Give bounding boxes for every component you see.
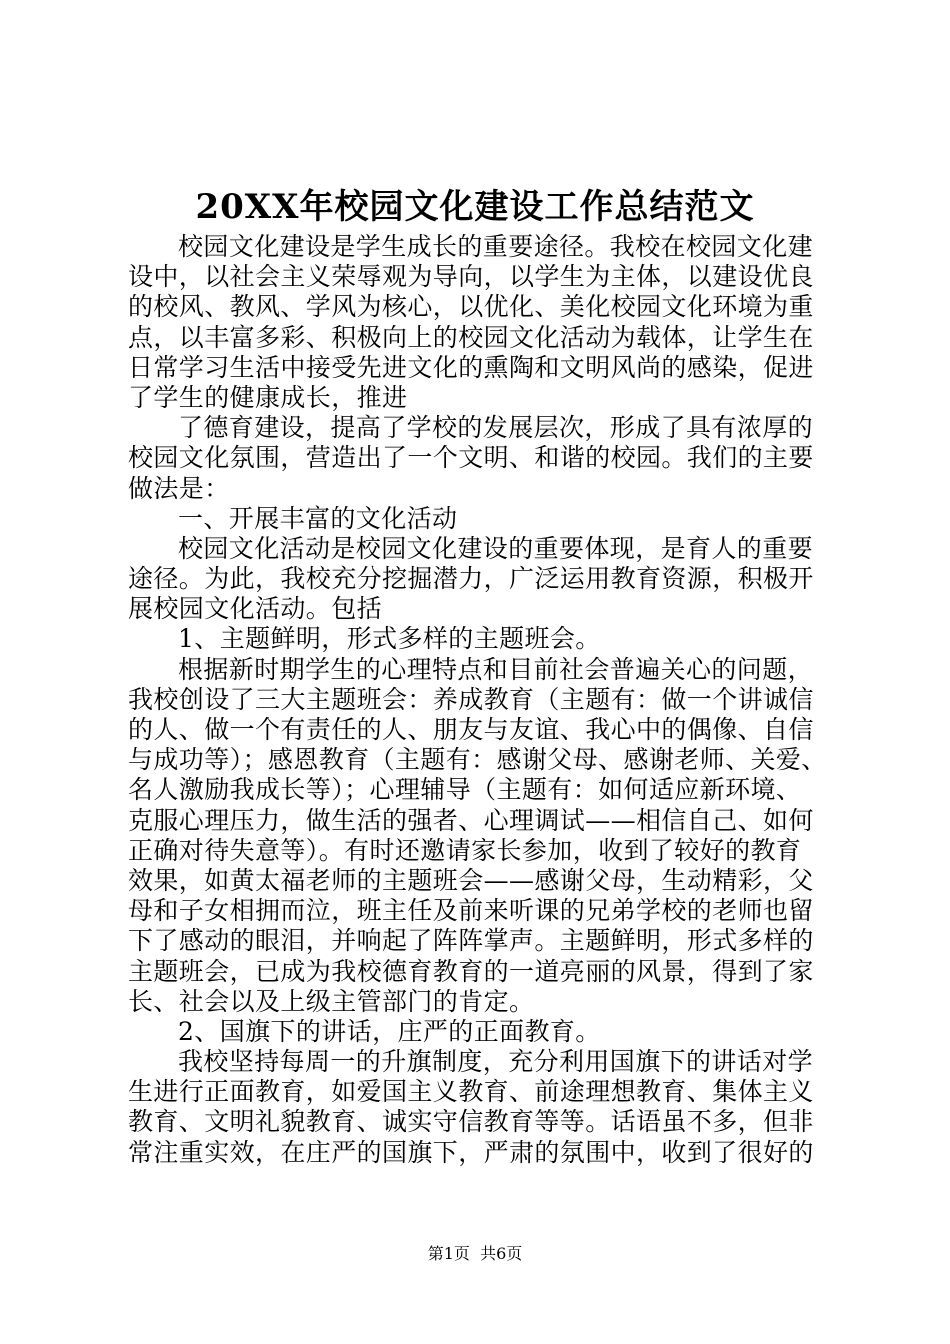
subsection-heading: 2、国旗下的讲话，庄严的正面教育。 xyxy=(178,1016,601,1046)
paragraph-line: 常注重实效，在庄严的国旗下，严肃的氛围中，收到了很好的 xyxy=(128,1137,814,1167)
paragraph-line: 了德育建设，提高了学校的发展层次，形成了具有浓厚的 xyxy=(178,413,814,443)
paragraph-line: 展校园文化活动。包括 xyxy=(128,594,383,624)
paragraph-line: 效果，如黄太福老师的主题班会——感谢父母，生动精彩，父 xyxy=(128,865,814,895)
paragraph-line: 与成功等）；感恩教育（主题有：感谢父母、感谢老师、关爱、 xyxy=(128,745,827,775)
paragraph-line: 母和子女相拥而泣，班主任及前来听课的兄弟学校的老师也留 xyxy=(128,896,814,926)
paragraph-line: 的人、做一个有责任的人、朋友与友谊、我心中的偶像、自信 xyxy=(128,715,814,744)
paragraph-line: 校园文化氛围，营造出了一个文明、和谐的校园。我们的主要 xyxy=(128,443,814,473)
paragraph-line: 点，以丰富多彩、积极向上的校园文化活动为载体，让学生在 xyxy=(128,322,814,352)
paragraph-line: 我校坚持每周一的升旗制度，充分利用国旗下的讲话对学 xyxy=(178,1047,814,1077)
paragraph-line: 我校创设了三大主题班会：养成教育（主题有：做一个讲诚信 xyxy=(128,684,814,714)
paragraph-line: 教育、文明礼貌教育、诚实守信教育等等。话语虽不多，但非 xyxy=(128,1107,814,1137)
paragraph-line: 途径。为此，我校充分挖掘潜力，广泛运用教育资源，积极开 xyxy=(128,564,814,594)
page-number-footer: 第1页 共6页 xyxy=(427,1244,523,1263)
paragraph-line: 设中，以社会主义荣辱观为导向，以学生为主体，以建设优良 xyxy=(128,262,814,292)
paragraph-line: 校园文化建设是学生成长的重要途径。我校在校园文化建 xyxy=(178,232,814,261)
paragraph-line: 克服心理压力，做生活的强者、心理调试——相信自己、如何 xyxy=(128,805,814,835)
paragraph-line: 了学生的健康成长，推进 xyxy=(128,382,408,412)
paragraph-line: 主题班会，已成为我校德育教育的一道亮丽的风景，得到了家 xyxy=(128,956,814,986)
paragraph-line: 生进行正面教育，如爱国主义教育、前途理想教育、集体主义 xyxy=(128,1077,814,1107)
paragraph-line: 下了感动的眼泪，并响起了阵阵掌声。主题鲜明，形式多样的 xyxy=(128,926,814,956)
paragraph-line: 日常学习生活中接受先进文化的熏陶和文明风尚的感染，促进 xyxy=(128,352,814,382)
subsection-heading: 1、主题鲜明，形式多样的主题班会。 xyxy=(178,624,601,654)
paragraph-line: 名人激励我成长等）；心理辅导（主题有：如何适应新环境、 xyxy=(128,775,802,805)
paragraph-line: 长、社会以及上级主管部门的肯定。 xyxy=(128,986,535,1016)
paragraph-line: 的校风、教风、学风为核心，以优化、美化校园文化环境为重 xyxy=(128,292,814,322)
document-body xyxy=(128,232,832,1168)
paragraph-line: 根据新时期学生的心理特点和目前社会普遍关心的问题， xyxy=(178,654,814,684)
section-heading: 一、开展丰富的文化活动 xyxy=(178,503,458,533)
paragraph-line: 正确对待失意等）。有时还邀请家长参加，收到了较好的教育 xyxy=(128,835,802,865)
paragraph-line: 校园文化活动是校园文化建设的重要体现，是育人的重要 xyxy=(178,533,814,563)
paragraph-line: 做法是： xyxy=(128,473,230,503)
document-title: 20XX年校园文化建设工作总结范文 xyxy=(195,187,755,227)
